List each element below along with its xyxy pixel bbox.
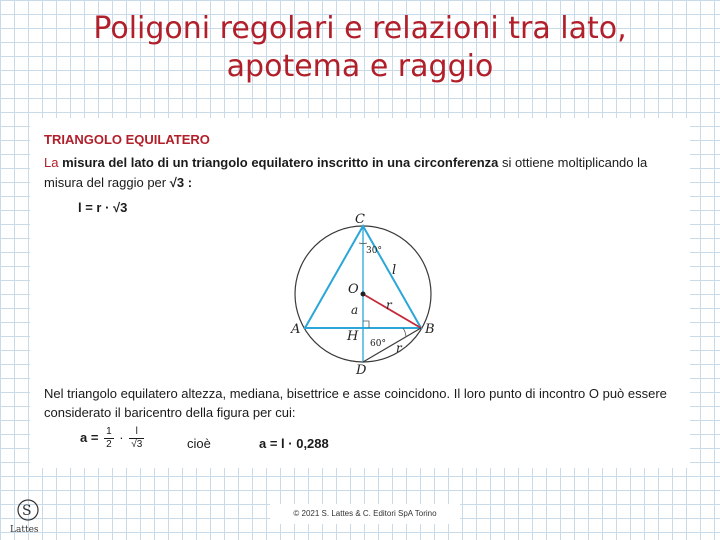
cioe-text: cioè [187,436,211,451]
right-angle-mark [363,321,369,328]
intro-mid: si ottiene moltiplicando la misura del raggio per [44,155,648,190]
intro-sqrt: √3 : [169,175,193,190]
title-line-1: Poligoni regolari e relazioni tra lato, [93,11,627,46]
svg-text:S: S [22,503,32,519]
label-a: A [291,322,301,337]
multiply-dot: · [119,429,124,445]
content-panel [30,118,690,468]
label-angle-30: 30° [366,246,382,256]
label-o: O [348,282,359,297]
label-c: C [355,212,365,227]
page-title [0,10,720,86]
side-formula: l = r · √3 [78,200,128,215]
label-d: D [356,363,367,376]
copyright-footer: © 2021 S. Lattes & C. Editori SpA Torino [270,504,460,524]
label-l: l [392,263,397,278]
intro-bold: misura del lato di un triangolo equilatero inscritto in una circonferenza [62,155,499,170]
label-b: B [425,322,435,337]
fraction-l-sqrt3: $\frac{l}{√3}$ [131,426,143,450]
section-heading: TRIANGOLO EQUILATERO [44,132,210,147]
fraction-half: $\frac{1}{2}$ [106,426,112,450]
apothem-result-formula: a = l · 0,288 [259,436,329,451]
apothem-formula [80,426,146,451]
label-a-apothem: a [351,303,359,317]
title-line-2: apotema e raggio [226,49,494,84]
intro-paragraph [44,153,664,193]
lattes-logo-icon [8,496,48,536]
logo-wordmark: Lattes [10,525,39,535]
altitude-paragraph: Nel triangolo equilatero altezza, mediana, bisettrice e asse coincidono. Il loro punto di incontro O può essere considerato il baricentro della figura per cui: [44,386,667,420]
intro-start: La [44,155,63,170]
angle-arc-bottom [403,328,406,337]
label-r-inner: r [386,298,392,312]
apothem-lhs: a = [80,429,99,445]
label-h: H [347,329,359,344]
triangle-diagram [285,211,445,376]
label-angle-60: 60° [370,339,386,349]
center-point [361,292,366,297]
label-r-outer: r [396,341,402,355]
